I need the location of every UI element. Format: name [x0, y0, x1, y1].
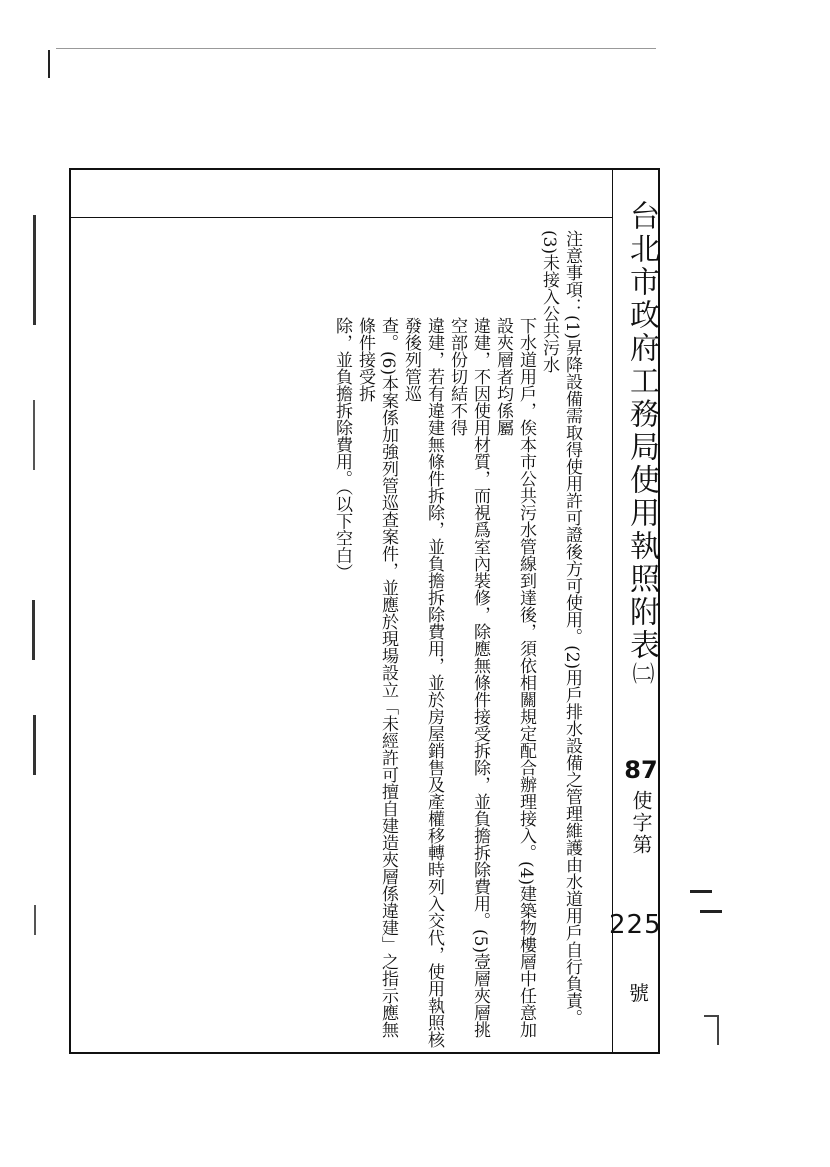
scan-mark [32, 600, 35, 660]
notes-line: 查。(6)本案係加強列管巡查案件，並應於現場設立「未經許可擅自建造夾層係違建」之指示應無條件接受拆 [355, 316, 398, 1038]
notes-line-text: (1)昇降設備需取得使用許可證後方可使用。(2)用戶排水設備之管理維護由水道用戶自行負責。(3)未接入公共污水 [539, 230, 582, 1027]
sheet-number: ㈡ [629, 662, 654, 687]
scan-mark [33, 715, 36, 775]
scan-mark [690, 890, 712, 893]
form-frame [69, 168, 660, 1054]
license-suffix: 號 [629, 981, 649, 1005]
scan-mark [34, 905, 36, 935]
header-rule [71, 217, 612, 218]
scan-mark [33, 215, 36, 325]
notes-line: 下水道用戶，俟本市公共污水管線到達後，須依相關規定配合辦理接入。(4)建築物樓層中任意加設夾層者均係屬 [493, 316, 536, 1038]
notes-label: 注意事項： [562, 230, 582, 315]
form-title-text: 台北市政府工務局使用執照附表 [624, 200, 659, 662]
notes-line: 除，並負擔拆除費用。（以下空白） [332, 316, 352, 581]
scan-mark [717, 1015, 719, 1045]
scan-mark [56, 48, 656, 49]
license-year: 87 [624, 756, 658, 784]
scan-mark [33, 400, 35, 470]
license-number: 225 [609, 910, 662, 940]
scan-mark [700, 910, 722, 913]
scan-mark [704, 1015, 718, 1017]
notes-line: 違建，若有違建無條件拆除，並負擔拆除費用，並於房屋銷售及產權移轉時列入交代，使用執照核發後列管巡 [401, 316, 444, 1048]
notes-block [332, 230, 583, 1050]
form-title [623, 200, 659, 687]
license-type: 使字第 [629, 790, 653, 856]
scan-mark [48, 50, 50, 78]
notes-line [537, 230, 583, 1050]
notes-line: 違建，不因使用材質，而視爲室內裝修，除應無條件接受拆除，並負擔拆除費用。(5)壹層夾層挑空部份切結不得 [447, 316, 490, 1038]
